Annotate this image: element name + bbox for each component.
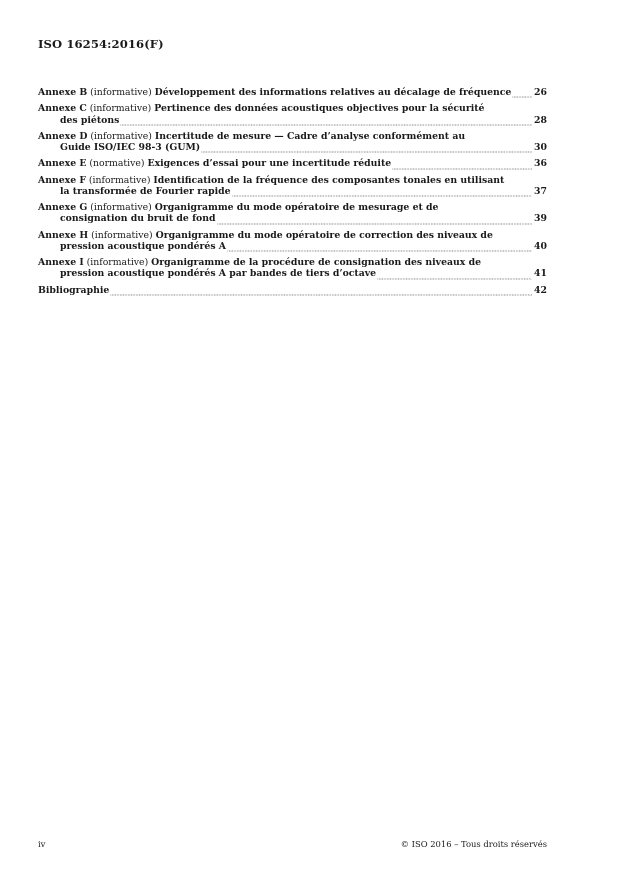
toc-entry-kind: (normative) (89, 158, 145, 170)
toc-entry-annexe-i[interactable] (38, 257, 547, 279)
toc-entry-label: Annexe B (38, 87, 88, 98)
toc-entry-kind: (informative) (90, 130, 152, 142)
toc-entry-label: Annexe G (38, 202, 88, 214)
toc-entry-label: Annexe H (38, 229, 89, 241)
toc-entry-page: 36 (534, 158, 547, 170)
toc-entry-title: Organigramme du mode opératoire de correction des niveaux de (155, 229, 493, 241)
toc-entry-label: Annexe D (38, 130, 88, 142)
toc-entry-title: Pertinence des données acoustiques objectives pour la sécurité (154, 103, 485, 115)
toc-entry-title: Organigramme de la procédure de consignation des niveaux de (151, 257, 481, 269)
toc-entry-annexe-c[interactable] (38, 103, 547, 125)
toc-entry-kind: (informative) (90, 87, 152, 98)
toc-entry-annexe-d[interactable] (38, 131, 547, 153)
toc-entry-title: Identification de la fréquence des composantes tonales en utilisant (153, 174, 505, 186)
toc-entry-title-continued: pression acoustique pondérés A par bandes de tiers d’octave (60, 268, 377, 280)
toc-entry-annexe-h[interactable] (38, 230, 547, 252)
document-id-header: ISO 16254:2016(F) (38, 37, 164, 51)
toc-entry-title: Exigences d’essai pour une incertitude réduite (147, 158, 392, 170)
dot-leader (227, 249, 532, 252)
toc-entry-annexe-e[interactable] (38, 158, 547, 169)
toc-entry-kind: (informative) (86, 257, 149, 269)
toc-entry-page: 42 (534, 284, 547, 296)
toc-entry-title-continued: consignation du bruit de fond (60, 213, 216, 225)
toc-entry-label: Annexe C (38, 103, 87, 115)
dot-leader (120, 123, 532, 126)
dot-leader (512, 95, 532, 98)
toc-entry-annexe-f[interactable] (38, 175, 547, 197)
toc-entry-bibliographie[interactable] (38, 285, 547, 296)
toc-entry-page: 41 (534, 268, 547, 280)
toc-entry-annexe-b[interactable] (38, 87, 547, 98)
toc-entry-page: 37 (534, 185, 547, 197)
toc-entry-kind: (informative) (89, 103, 152, 115)
dot-leader (377, 277, 532, 280)
toc-entry-label: Annexe I (38, 257, 84, 269)
toc-entry-title: Organigramme du mode opératoire de mesurage et de (154, 202, 439, 214)
toc-entry-title-continued: Guide ISO/IEC 98-3 (GUM) (60, 142, 201, 153)
table-of-contents (38, 87, 547, 301)
toc-entry-kind: (informative) (88, 174, 151, 186)
dot-leader (201, 150, 532, 153)
toc-entry-title-continued: pression acoustique pondérés A (60, 240, 227, 252)
toc-entry-page: 30 (534, 142, 547, 153)
toc-entry-page: 28 (534, 114, 547, 126)
toc-entry-title: Développement des informations relatives au décalage de fréquence (154, 87, 512, 98)
toc-entry-page: 40 (534, 240, 547, 252)
toc-entry-title-continued: des piétons (60, 114, 120, 126)
toc-entry-label: Annexe E (38, 158, 87, 170)
toc-entry-title: Incertitude de mesure — Cadre d’analyse conformément au (154, 130, 466, 142)
toc-entry-title-continued: la transformée de Fourier rapide (60, 185, 231, 197)
dot-leader (392, 167, 532, 170)
toc-entry-label: Annexe F (38, 174, 86, 186)
dot-leader (217, 222, 533, 225)
toc-entry-kind: (informative) (91, 229, 153, 241)
copyright-notice: © ISO 2016 – Tous droits réservés (400, 839, 547, 849)
page-number: iv (38, 839, 46, 849)
toc-entry-label: Bibliographie (38, 284, 110, 296)
dot-leader (110, 293, 532, 296)
toc-entry-kind: (informative) (90, 202, 152, 214)
toc-entry-annexe-g[interactable] (38, 202, 547, 224)
toc-entry-page: 26 (534, 87, 547, 98)
dot-leader (232, 194, 532, 197)
toc-entry-page: 39 (534, 213, 547, 225)
